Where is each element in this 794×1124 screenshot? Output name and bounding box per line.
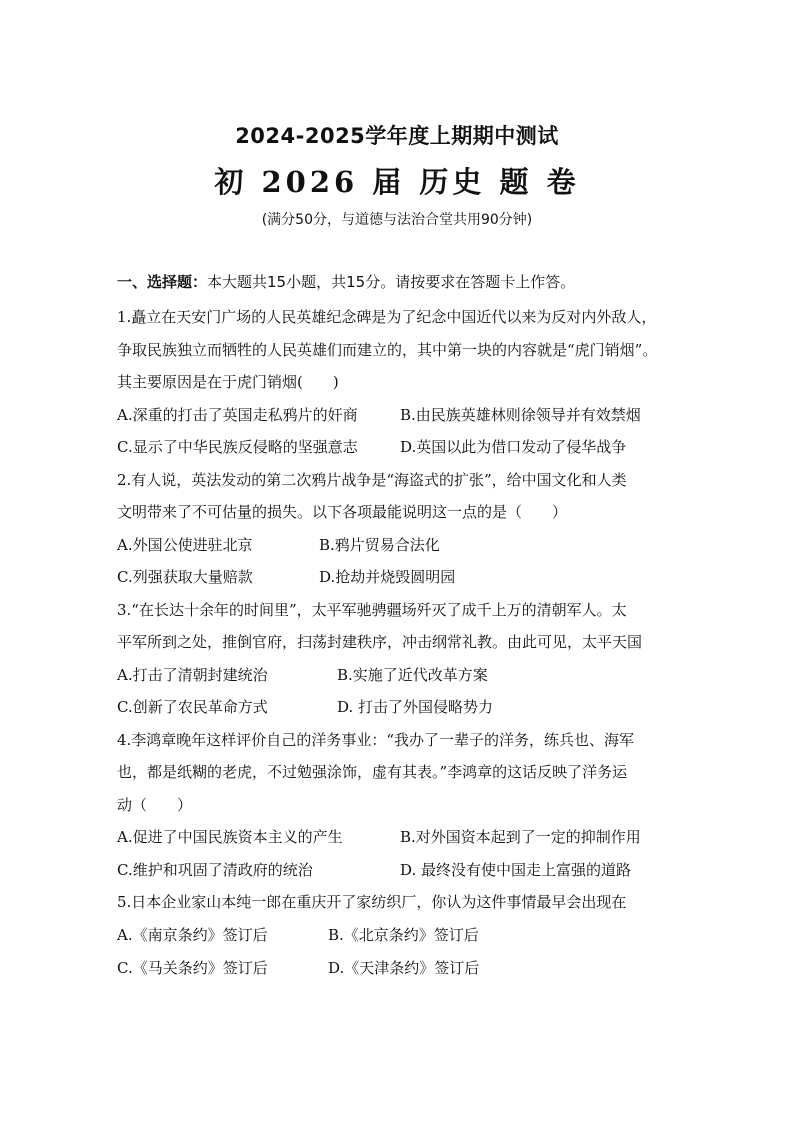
q2-stem-line-1: 2.有人说，英法发动的第二次鸦片战争是“海盗式的扩张”，给中国文化和人类: [117, 471, 627, 489]
exam-title: 2024-2025学年度上期期中测试: [235, 124, 559, 148]
q5-option-row-2: [117, 958, 687, 978]
section-label: 一、选择题：: [117, 273, 208, 291]
q5-option-row-1: [117, 925, 687, 945]
q3-option-row-1: [117, 665, 687, 685]
q3-option-d: D. 打击了外国侵略势力: [337, 698, 494, 716]
q4-option-c: C.维护和巩固了清政府的统治: [117, 861, 313, 879]
q1-stem-line-1: 1.矗立在天安门广场的人民英雄纪念碑是为了纪念中国近代以来为反对内外敌人，: [117, 308, 657, 326]
q4-option-d: D. 最终没有使中国走上富强的道路: [400, 861, 632, 879]
q2-option-a: A.外国公使进驻北京: [117, 536, 253, 554]
q4-stem-line-3: 动（ ）: [117, 796, 193, 814]
q1-stem-line-3: 其主要原因是在于虎门销烟( ): [117, 373, 339, 391]
q5-option-b: B.《北京条约》签订后: [328, 926, 479, 944]
q5-stem-line-1: 5.日本企业家山本纯一郎在重庆开了家纺织厂，你认为这件事情最早会出现在: [117, 893, 627, 911]
q3-option-c: C.创新了农民革命方式: [117, 698, 268, 716]
q4-option-row-1: [117, 827, 687, 847]
section-instruction: 本大题共15小题，共15分。请按要求在答题卡上作答。: [207, 273, 576, 291]
q4-option-a: A.促进了中国民族资本主义的产生: [117, 828, 343, 846]
q5-option-a: A.《南京条约》签订后: [117, 926, 268, 944]
section-heading: [117, 272, 687, 292]
q5-option-c: C.《马关条约》签订后: [117, 959, 268, 977]
q1-option-row-2: [117, 437, 687, 457]
q3-option-b: B.实施了近代改革方案: [337, 666, 488, 684]
q1-option-a: A.深重的打击了英国走私鸦片的奸商: [117, 406, 358, 424]
subject-title: 初 2026 届 历史 题 卷: [214, 165, 580, 199]
q5-option-d: D.《天津条约》签订后: [328, 959, 480, 977]
q2-stem-line-2: 文明带来了不可估量的损失。以下各项最能说明这一点的是（ ）: [117, 503, 568, 521]
score-note: (满分50分，与道德与法治合堂共用90分钟): [261, 212, 533, 228]
q1-option-row-1: [117, 405, 687, 425]
q2-option-d: D.抢劫并烧毁圆明园: [319, 568, 456, 586]
q3-stem-line-1: 3.“在长达十余年的时间里”，太平军驰骋疆场歼灭了成千上万的清朝军人。太: [117, 601, 627, 619]
q3-option-row-2: [117, 697, 687, 717]
q2-option-row-1: [117, 535, 687, 555]
q1-stem-line-2: 争取民族独立而牺牲的人民英雄们而建立的，其中第一块的内容就是“虎门销烟”。: [117, 341, 658, 359]
q2-option-b: B.鸦片贸易合法化: [319, 536, 440, 554]
q4-option-b: B.对外国资本起到了一定的抑制作用: [400, 828, 641, 846]
q3-option-a: A.打击了清朝封建统治: [117, 666, 268, 684]
q4-stem-line-1: 4.李鸿章晚年这样评价自己的洋务事业：“我办了一辈子的洋务，练兵也、海军: [117, 731, 634, 749]
q4-stem-line-2: 也，都是纸糊的老虎，不过勉强涂饰，虚有其表。”李鸿章的这话反映了洋务运: [117, 763, 628, 781]
q3-stem-line-2: 平军所到之处，推倒官府，扫荡封建秩序，冲击纲常礼教。由此可见，太平天国: [117, 633, 643, 651]
q1-option-b: B.由民族英雄林则徐领导并有效禁烟: [400, 406, 641, 424]
q4-option-row-2: [117, 860, 687, 880]
q2-option-c: C.列强获取大量赔款: [117, 568, 253, 586]
q1-option-c: C.显示了中华民族反侵略的坚强意志: [117, 438, 358, 456]
q1-option-d: D.英国以此为借口发动了侵华战争: [400, 438, 627, 456]
q2-option-row-2: [117, 567, 687, 587]
